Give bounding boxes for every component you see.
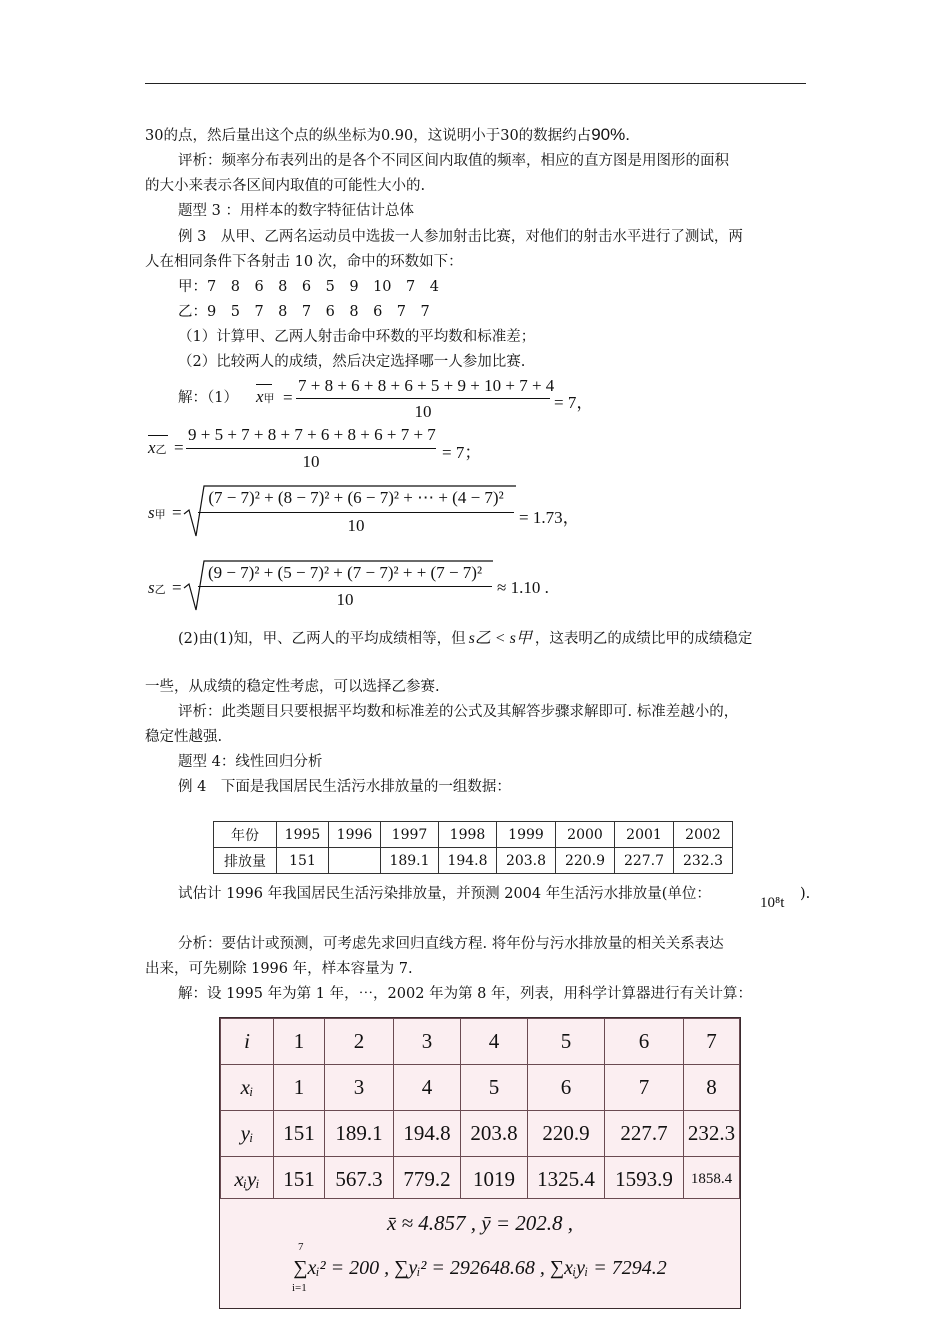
text-span: ，这表明乙的成绩比甲的成绩稳定 [534, 631, 753, 647]
sum-upper-limit: 7 [298, 1241, 304, 1253]
text-line: 例 3 从甲、乙两名运动员中选拔一人参加射击比赛，对他们的射击水平进行了测试，两 [178, 229, 743, 245]
equals-sign: = [172, 578, 182, 597]
text-line: 一些，从成绩的稳定性考虑，可以选择乙参赛. [145, 679, 440, 695]
table-cell: 7 [605, 1065, 684, 1111]
s-jia-result: = 1.73， [519, 508, 580, 527]
text-span: ). [800, 886, 811, 902]
table-cell: 1 [274, 1065, 325, 1111]
table-cell: 1997 [381, 822, 439, 848]
table-cell: 232.3 [684, 1111, 740, 1157]
var-s: s [148, 503, 155, 522]
mean-yi-numerator: 9 + 5 + 7 + 8 + 7 + 6 + 8 + 6 + 7 + 7 [188, 425, 436, 444]
equals-sign: = [172, 503, 182, 522]
table-cell: 220.9 [556, 848, 615, 874]
unit-label: 10⁸t [760, 895, 785, 911]
section-heading: 题型 4：线性回归分析 [178, 754, 323, 770]
table-cell: 1999 [497, 822, 556, 848]
table-cell [329, 848, 381, 874]
var-x: x [148, 438, 156, 457]
text-line: 人在相同条件下各射击 10 次，命中的环数如下： [145, 254, 463, 270]
mean-jia-symbol [256, 387, 275, 407]
calc-table [220, 1018, 740, 1203]
table-row [221, 1157, 740, 1203]
mean-yi-denominator: 10 [302, 452, 320, 471]
top-rule [145, 83, 806, 84]
table-cell: 203.8 [461, 1111, 528, 1157]
question-1: （1）计算甲、乙两人射击命中环数的平均数和标准差； [178, 329, 536, 345]
table-cell: 194.8 [394, 1111, 461, 1157]
table-cell: 2002 [674, 822, 733, 848]
mean-jia-numerator: 7 + 8 + 6 + 8 + 6 + 5 + 9 + 10 + 7 + 4 [298, 376, 555, 395]
var-x: x [256, 387, 264, 406]
table-cell: 1858.4 [684, 1157, 740, 1203]
table-cell: 151 [277, 848, 329, 874]
var-s: s [148, 578, 155, 597]
table-cell: 5 [461, 1065, 528, 1111]
table-cell: 1 [274, 1019, 325, 1065]
table-cell: 3 [394, 1019, 461, 1065]
table-cell: 1996 [329, 822, 381, 848]
table-cell: 4 [394, 1065, 461, 1111]
table-cell: 2 [325, 1019, 394, 1065]
s-yi-numerator: (9 − 7)² + (5 − 7)² + (7 − 7)² + + (7 − 7)² [207, 563, 483, 582]
fraction-bar [198, 512, 514, 513]
text-line: 出来，可先剔除 1996 年，样本容量为 7. [145, 961, 413, 977]
text-line [145, 124, 630, 147]
table-cell: 7 [684, 1019, 740, 1065]
text-line [178, 883, 711, 905]
table-cell: 1593.9 [605, 1157, 684, 1203]
s-yi-symbol [148, 578, 166, 598]
table-cell: 1019 [461, 1157, 528, 1203]
table-cell: 151 [274, 1111, 325, 1157]
text-line: 的大小来表示各区间内取值的可能性大小的. [145, 178, 426, 194]
table-cell: 189.1 [381, 848, 439, 874]
table-cell: 1995 [277, 822, 329, 848]
table-row [221, 1065, 740, 1111]
s-jia-numerator: (7 − 7)² + (8 − 7)² + (6 − 7)² + ⋯ + (4 − 7)² [208, 488, 504, 507]
text-span: 试估计 1996 年我国居民生活污染排放量，并预测 2004 年生活污水排放量(单位： [178, 886, 711, 902]
mean-jia-denominator: 10 [414, 402, 432, 421]
table-cell: 8 [684, 1065, 740, 1111]
fraction-bar [198, 586, 492, 587]
table-cell: 年份 [214, 822, 277, 848]
fraction-bar [186, 448, 436, 449]
s-jia-denominator: 10 [347, 516, 365, 535]
table-cell: 6 [605, 1019, 684, 1065]
text-line [178, 628, 752, 650]
subscript-jia: 甲 [154, 508, 166, 521]
table-cell: xᵢ [221, 1065, 274, 1111]
table-cell: 227.7 [615, 848, 674, 874]
solution-label: 解：（1） [178, 390, 238, 406]
percent-value: 90%. [591, 125, 630, 144]
table-cell: 1325.4 [528, 1157, 605, 1203]
text-line: 评析：此类题目只要根据平均数和标准差的公式及其解答步骤求解即可. 标准差越小的， [178, 704, 739, 720]
subscript-jia: 甲 [263, 392, 275, 405]
table-cell: i [221, 1019, 274, 1065]
table-cell: 194.8 [439, 848, 497, 874]
means-summary: x̄ ≈ 4.857 , ȳ = 202.8 , [386, 1211, 574, 1235]
sum-lower-limit: i=1 [292, 1282, 307, 1294]
table-cell: 1998 [439, 822, 497, 848]
table-cell: xᵢyᵢ [221, 1157, 274, 1203]
s-yi-denominator: 10 [336, 590, 354, 609]
table-cell: yᵢ [221, 1111, 274, 1157]
table-row [214, 822, 733, 848]
table-cell: 203.8 [497, 848, 556, 874]
data-line-jia: 甲：7 8 6 8 6 5 9 10 7 4 [178, 279, 439, 295]
calc-table-frame [219, 1017, 741, 1309]
table-cell: 4 [461, 1019, 528, 1065]
table-row [221, 1019, 740, 1065]
equals-sign: = [174, 438, 184, 457]
table-cell: 227.7 [605, 1111, 684, 1157]
table-cell: 567.3 [325, 1157, 394, 1203]
table-cell: 232.3 [674, 848, 733, 874]
text-span: (2)由(1)知，甲、乙两人的平均成绩相等，但 [178, 631, 466, 647]
table-row [214, 848, 733, 874]
mean-jia-result: = 7， [554, 393, 594, 412]
table-cell: 2000 [556, 822, 615, 848]
text-line: 评析：频率分布表列出的是各个不同区间内取值的频率，相应的直方图是用图形的面积 [178, 153, 729, 169]
table-cell: 189.1 [325, 1111, 394, 1157]
table-cell: 779.2 [394, 1157, 461, 1203]
table-cell: 2001 [615, 822, 674, 848]
table-cell: 6 [528, 1065, 605, 1111]
mean-yi-result: = 7； [442, 443, 482, 462]
fraction-bar [296, 398, 550, 399]
table-cell: 220.9 [528, 1111, 605, 1157]
table-cell: 3 [325, 1065, 394, 1111]
s-yi-result: ≈ 1.10 . [497, 578, 549, 597]
table-cell: 排放量 [214, 848, 277, 874]
s-jia-symbol [148, 503, 166, 523]
emission-table [213, 821, 733, 874]
text-line: 稳定性越强. [145, 729, 223, 745]
sums-summary: ∑xᵢ² = 200 , ∑yᵢ² = 292648.68 , ∑xᵢyᵢ = 7294.2 [293, 1257, 667, 1279]
subscript-yi: 乙 [154, 583, 166, 596]
table-cell: 5 [528, 1019, 605, 1065]
text-line: 解：设 1995 年为第 1 年，⋯，2002 年为第 8 年，列表，用科学计算器进行有关计算： [178, 986, 753, 1002]
text-line: 分析：要估计或预测，可考虑先求回归直线方程. 将年份与污水排放量的相关关系表达 [178, 936, 724, 952]
text-span: 30的点，然后量出这个点的纵坐标为0.90，这说明小于30的数据约占 [145, 128, 592, 144]
text-line: 例 4 下面是我国居民生活污水排放量的一组数据： [178, 779, 511, 795]
table-cell: 151 [274, 1157, 325, 1203]
section-heading: 题型 3 ：用样本的数字特征估计总体 [178, 203, 414, 219]
inequality: s乙 < s甲 [468, 630, 532, 647]
table-row [221, 1111, 740, 1157]
equals-sign: = [283, 388, 293, 407]
data-line-yi: 乙：9 5 7 8 7 6 8 6 7 7 [178, 304, 430, 320]
calc-summary [220, 1198, 740, 1308]
subscript-yi: 乙 [155, 443, 167, 456]
question-2: （2）比较两人的成绩，然后决定选择哪一人参加比赛. [178, 354, 526, 370]
mean-yi-symbol [148, 438, 167, 458]
